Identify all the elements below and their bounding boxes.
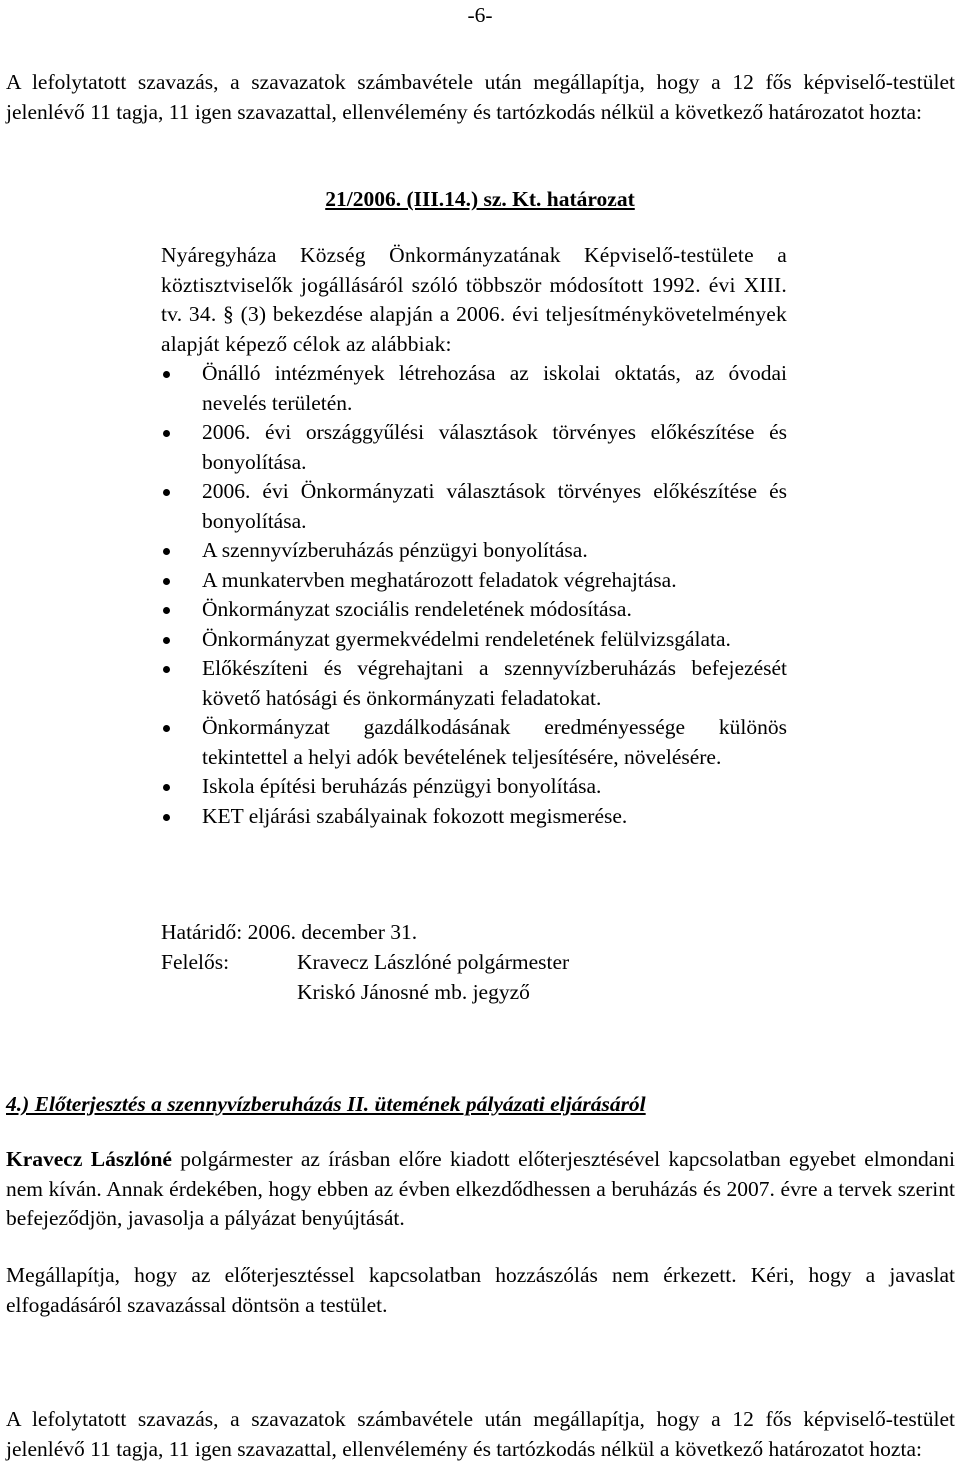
resolution-body bbox=[161, 241, 787, 831]
mayor-statement-text: polgármester az írásban előre kiadott előterjesztésével kapcsolatban egyebet elmondani nem kíván. Annak érdekében, hogy ebben az évben elkezdődhessen a beruházás és 2007. évre a tervek szerint befejeződjön, javasolja a pályázat benyújtását. bbox=[6, 1147, 955, 1230]
goal-item: Önkormányzat szociális rendeletének módosítása. bbox=[161, 595, 787, 625]
vote-result-paragraph-2: A lefolytatott szavazás, a szavazatok számbavétele után megállapítja, hogy a 12 fős képviselő-testület jelenlévő 11 tagja, 11 igen szavazattal, ellenvélemény és tartózkodás nélkül a következő határozatot hozta: bbox=[6, 1407, 955, 1461]
responsible-mayor: Kravecz Lászlóné polgármester bbox=[297, 950, 570, 974]
goal-item: Iskola építési beruházás pénzügyi bonyolítása. bbox=[161, 772, 787, 802]
page-number: -6- bbox=[467, 3, 493, 27]
vote-result-paragraph: A lefolytatott szavazás, a szavazatok számbavétele után megállapítja, hogy a 12 fős képviselő-testület jelenlévő 11 tagja, 11 igen szavazattal, ellenvélemény és tartózkodás nélkül a következő határozatot hozta: bbox=[6, 70, 955, 124]
goal-item: Önálló intézmények létrehozása az iskolai oktatás, az óvodai nevelés területén. bbox=[161, 359, 787, 418]
goal-item: Előkészíteni és végrehajtani a szennyvízberuházás befejezését követő hatósági és önkormányzati feladatokat. bbox=[161, 654, 787, 713]
bullet-icon bbox=[163, 637, 170, 644]
goal-list bbox=[161, 359, 787, 831]
goal-item: 2006. évi Önkormányzati választások törvényes előkészítése és bonyolítása. bbox=[161, 477, 787, 536]
goal-item: Önkormányzat gazdálkodásának eredményessége különös tekintettel a helyi adók bevételének teljesítésére, növelésére. bbox=[161, 713, 787, 772]
responsible-notary: Kriskó Jánosné mb. jegyző bbox=[297, 980, 530, 1004]
goal-item: KET eljárási szabályainak fokozott megismerése. bbox=[161, 802, 787, 832]
bullet-icon bbox=[163, 489, 170, 496]
goal-item: A szennyvízberuházás pénzügyi bonyolítása. bbox=[161, 536, 787, 566]
goal-item: A munkatervben meghatározott feladatok végrehajtása. bbox=[161, 566, 787, 596]
responsible-row bbox=[161, 977, 530, 1007]
speaker-name: Kravecz Lászlóné bbox=[6, 1147, 172, 1171]
bullet-icon bbox=[163, 548, 170, 555]
goal-item: 2006. évi országgyűlési választások törvényes előkészítése és bonyolítása. bbox=[161, 418, 787, 477]
goal-item: Önkormányzat gyermekvédelmi rendeletének felülvizsgálata. bbox=[161, 625, 787, 655]
deadline: Határidő: 2006. december 31. bbox=[161, 920, 418, 944]
bullet-icon bbox=[163, 784, 170, 791]
section-heading: 4.) Előterjesztés a szennyvízberuházás II. ütemének pályázati eljárásáról bbox=[6, 1092, 646, 1116]
bullet-icon bbox=[163, 371, 170, 378]
bullet-icon bbox=[163, 666, 170, 673]
bullet-icon bbox=[163, 814, 170, 821]
responsible-label: Felelős: bbox=[161, 950, 230, 974]
bullet-icon bbox=[163, 578, 170, 585]
bullet-icon bbox=[163, 430, 170, 437]
resolution-title: 21/2006. (III.14.) sz. Kt. határozat bbox=[325, 187, 635, 211]
no-comments-paragraph: Megállapítja, hogy az előterjesztéssel kapcsolatban hozzászólás nem érkezett. Kéri, hogy a javaslat elfogadásáról szavazással döntsön a testület. bbox=[6, 1263, 955, 1317]
resolution-intro: Nyáregyháza Község Önkormányzatának Képviselő-testülete a köztisztviselők jogállásáról szóló többször módosított 1992. évi XIII. tv. 34. § (3) bekezdése alapján a 2006. évi teljesítménykövetelmények alapját képező célok az alábbiak: bbox=[161, 243, 787, 356]
bullet-icon bbox=[163, 607, 170, 614]
mayor-statement-paragraph bbox=[6, 1145, 955, 1234]
bullet-icon bbox=[163, 725, 170, 732]
responsible-row bbox=[161, 947, 569, 977]
